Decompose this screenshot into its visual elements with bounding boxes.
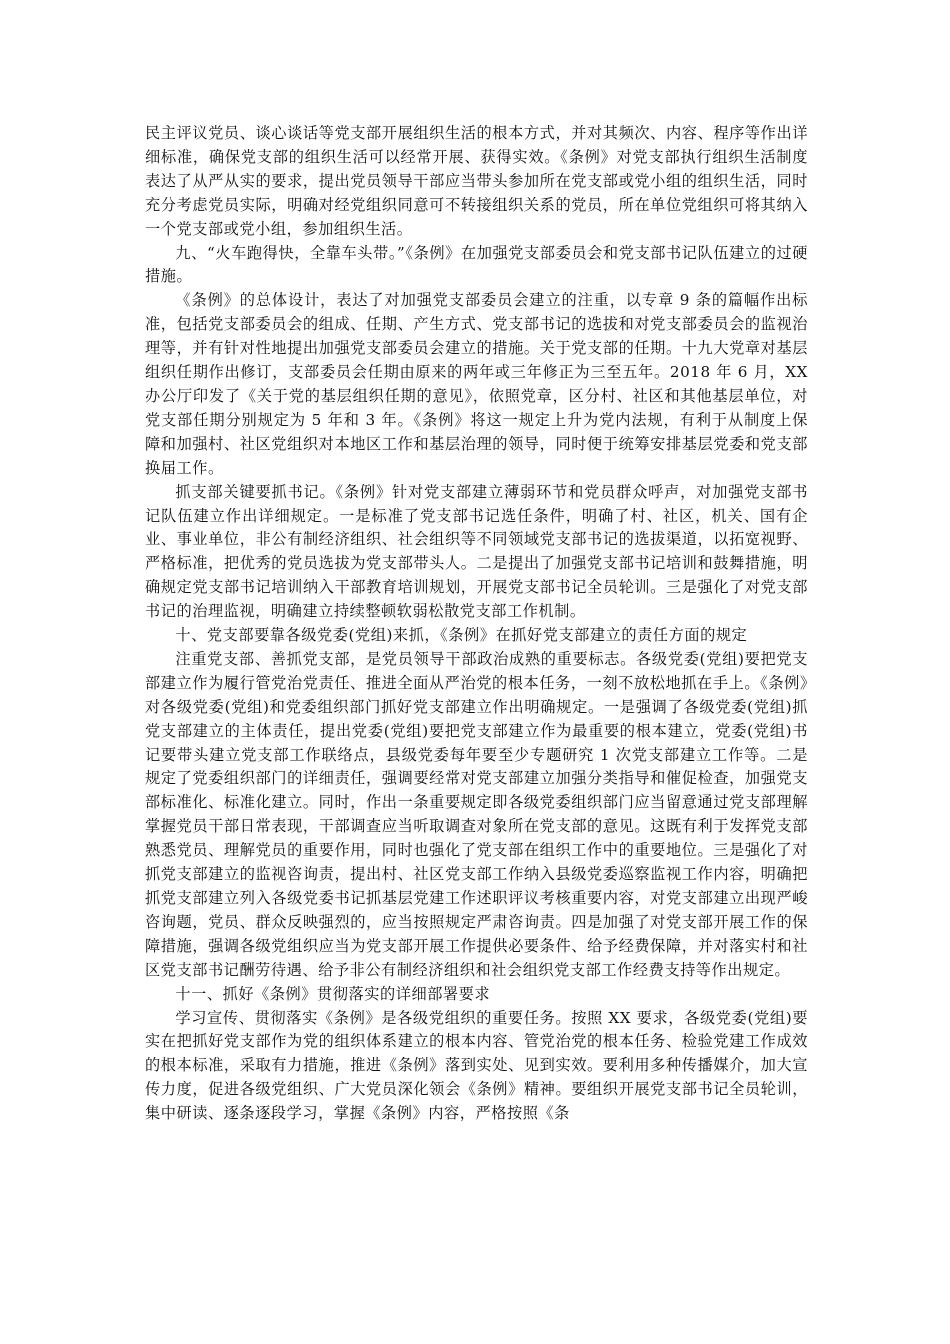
paragraph-6: 注重党支部、善抓党支部，是党员领导干部政治成熟的重要标志。各级党委(党组)要把党支部建立作为履行管党治党责任、推进全面从严治党的根本任务，一刻不放松地抓在手上。《条例》对各级党委(党组)和党委组织部门抓好党支部建立作出明确规定。一是强调了各级党委(党组)抓党支部建立的主体责任，提出党委(党组)要把党支部建立作为最重要的根本建立，党委(党组)书记要带头建立党支部工作联络点，县级党委每年要至少专题研究 1 次党支部建立工作等。二是规定了党委组织部门的详细责任，强调要经常对党支部建立加强分类指导和催促检查，加强党支部标准化、标准化建立。同时，作出一条重要规定即各级党委组织部门应当留意通过党支部理解掌握党员干部日常表现，干部调查应当听取调查对象所在党支部的意见。这既有利于发挥党支部熟悉党员、理解党员的重要作用，同时也强化了党支部在组织工作中的重要地位。三是强化了对抓党支部建立的监视咨询责，提出村、社区党支部工作纳入县级党委巡察监视工作内容，明确把抓党支部建立列入各级党委书记抓基层党建工作述职评议考核重要内容，对党支部建立出现严峻咨询题，党员、群众反映强烈的，应当按照规定严肃咨询责。四是加强了对党支部开展工作的保障措施，强调各级党组织应当为党支部开展工作提供必要条件、给予经费保障，并对落实村和社区党支部书记酬劳待遇、给予非公有制经济组织和社会组织党支部工作经费支持等作出规定。 [145,649,808,979]
section-heading-9: 九、“火车跑得快，全靠车头带。”《条例》在加强党支部委员会和党支部书记队伍建立的过硬措施。 [145,243,808,286]
paragraph-1: 民主评议党员、谈心谈话等党支部开展组织生活的根本方式，并对其频次、内容、程序等作出详细标准，确保党支部的组织生活可以经常开展、获得实效。《条例》对党支部执行组织生活制度表达了从严从实的要求，提出党员领导干部应当带头参加所在党支部或党小组的组织生活，同时充分考虑党员实际，明确对经党组织同意可不转接组织关系的党员，所在单位党组织可将其纳入一个党支部或党小组，参加组织生活。 [145,124,808,238]
section-heading-11: 十一、抓好《条例》贯彻落实的详细部署要求 [175,984,491,1003]
paragraph-8: 学习宣传、贯彻落实《条例》是各级党组织的重要任务。按照 XX 要求，各级党委(党组)要实在把抓好党支部作为党的组织体系建立的根本内容、管党治党的根本任务、检验党建工作成效的根本标准，采取有力措施，推进《条例》落到实处、见到实效。要利用多种传播媒介，加大宣传力度，促进各级党组织、广大党员深化领会《条例》精神。要组织开展党支部书记全员轮训，集中研读、逐条逐段学习，掌握《条例》内容，严格按照《条 [145,1008,808,1123]
document-body [145,122,808,1126]
paragraph-4: 抓支部关键要抓书记。《条例》针对党支部建立薄弱环节和党员群众呼声，对加强党支部书记队伍建立作出详细规定。一是标准了党支部书记选任条件，明确了村、社区，机关、国有企业、事业单位，非公有制经济组织、社会组织等不同领域党支部书记的选拔渠道，以拓宽视野、严格标准，把优秀的党员选拔为党支部带头人。二是提出了加强党支部书记培训和鼓舞措施，明确规定党支部书记培训纳入干部教育培训规划，开展党支部书记全员轮训。三是强化了对党支部书记的治理监视，明确建立持续整顿软弱松散党支部工作机制。 [145,482,808,621]
section-heading-10: 十、党支部要靠各级党委(党组)来抓，《条例》在抓好党支部建立的责任方面的规定 [175,626,748,645]
paragraph-3: 《条例》的总体设计，表达了对加强党支部委员会建立的注重，以专章 9 条的篇幅作出标准，包括党支部委员会的组成、任期、产生方式、党支部书记的选拔和对党支部委员会的监视治理等，并有针对性地提出加强党支部委员会建立的措施。关于党支部的任期。十九大党章对基层组织任期作出修订，支部委员会任期由原来的两年或三年修正为三至五年。2018 年 6 月，XX 办公厅印发了《关于党的基层组织任期的意见》，依照党章，区分村、社区和其他基层单位，对党支部任期分别规定为 5 年和 3 年。《条例》将这一规定上升为党内法规，有利于从制度上保障和加强村、社区党组织对本地区工作和基层治理的领导，同时便于统筹安排基层党委和党支部换届工作。 [145,291,808,477]
